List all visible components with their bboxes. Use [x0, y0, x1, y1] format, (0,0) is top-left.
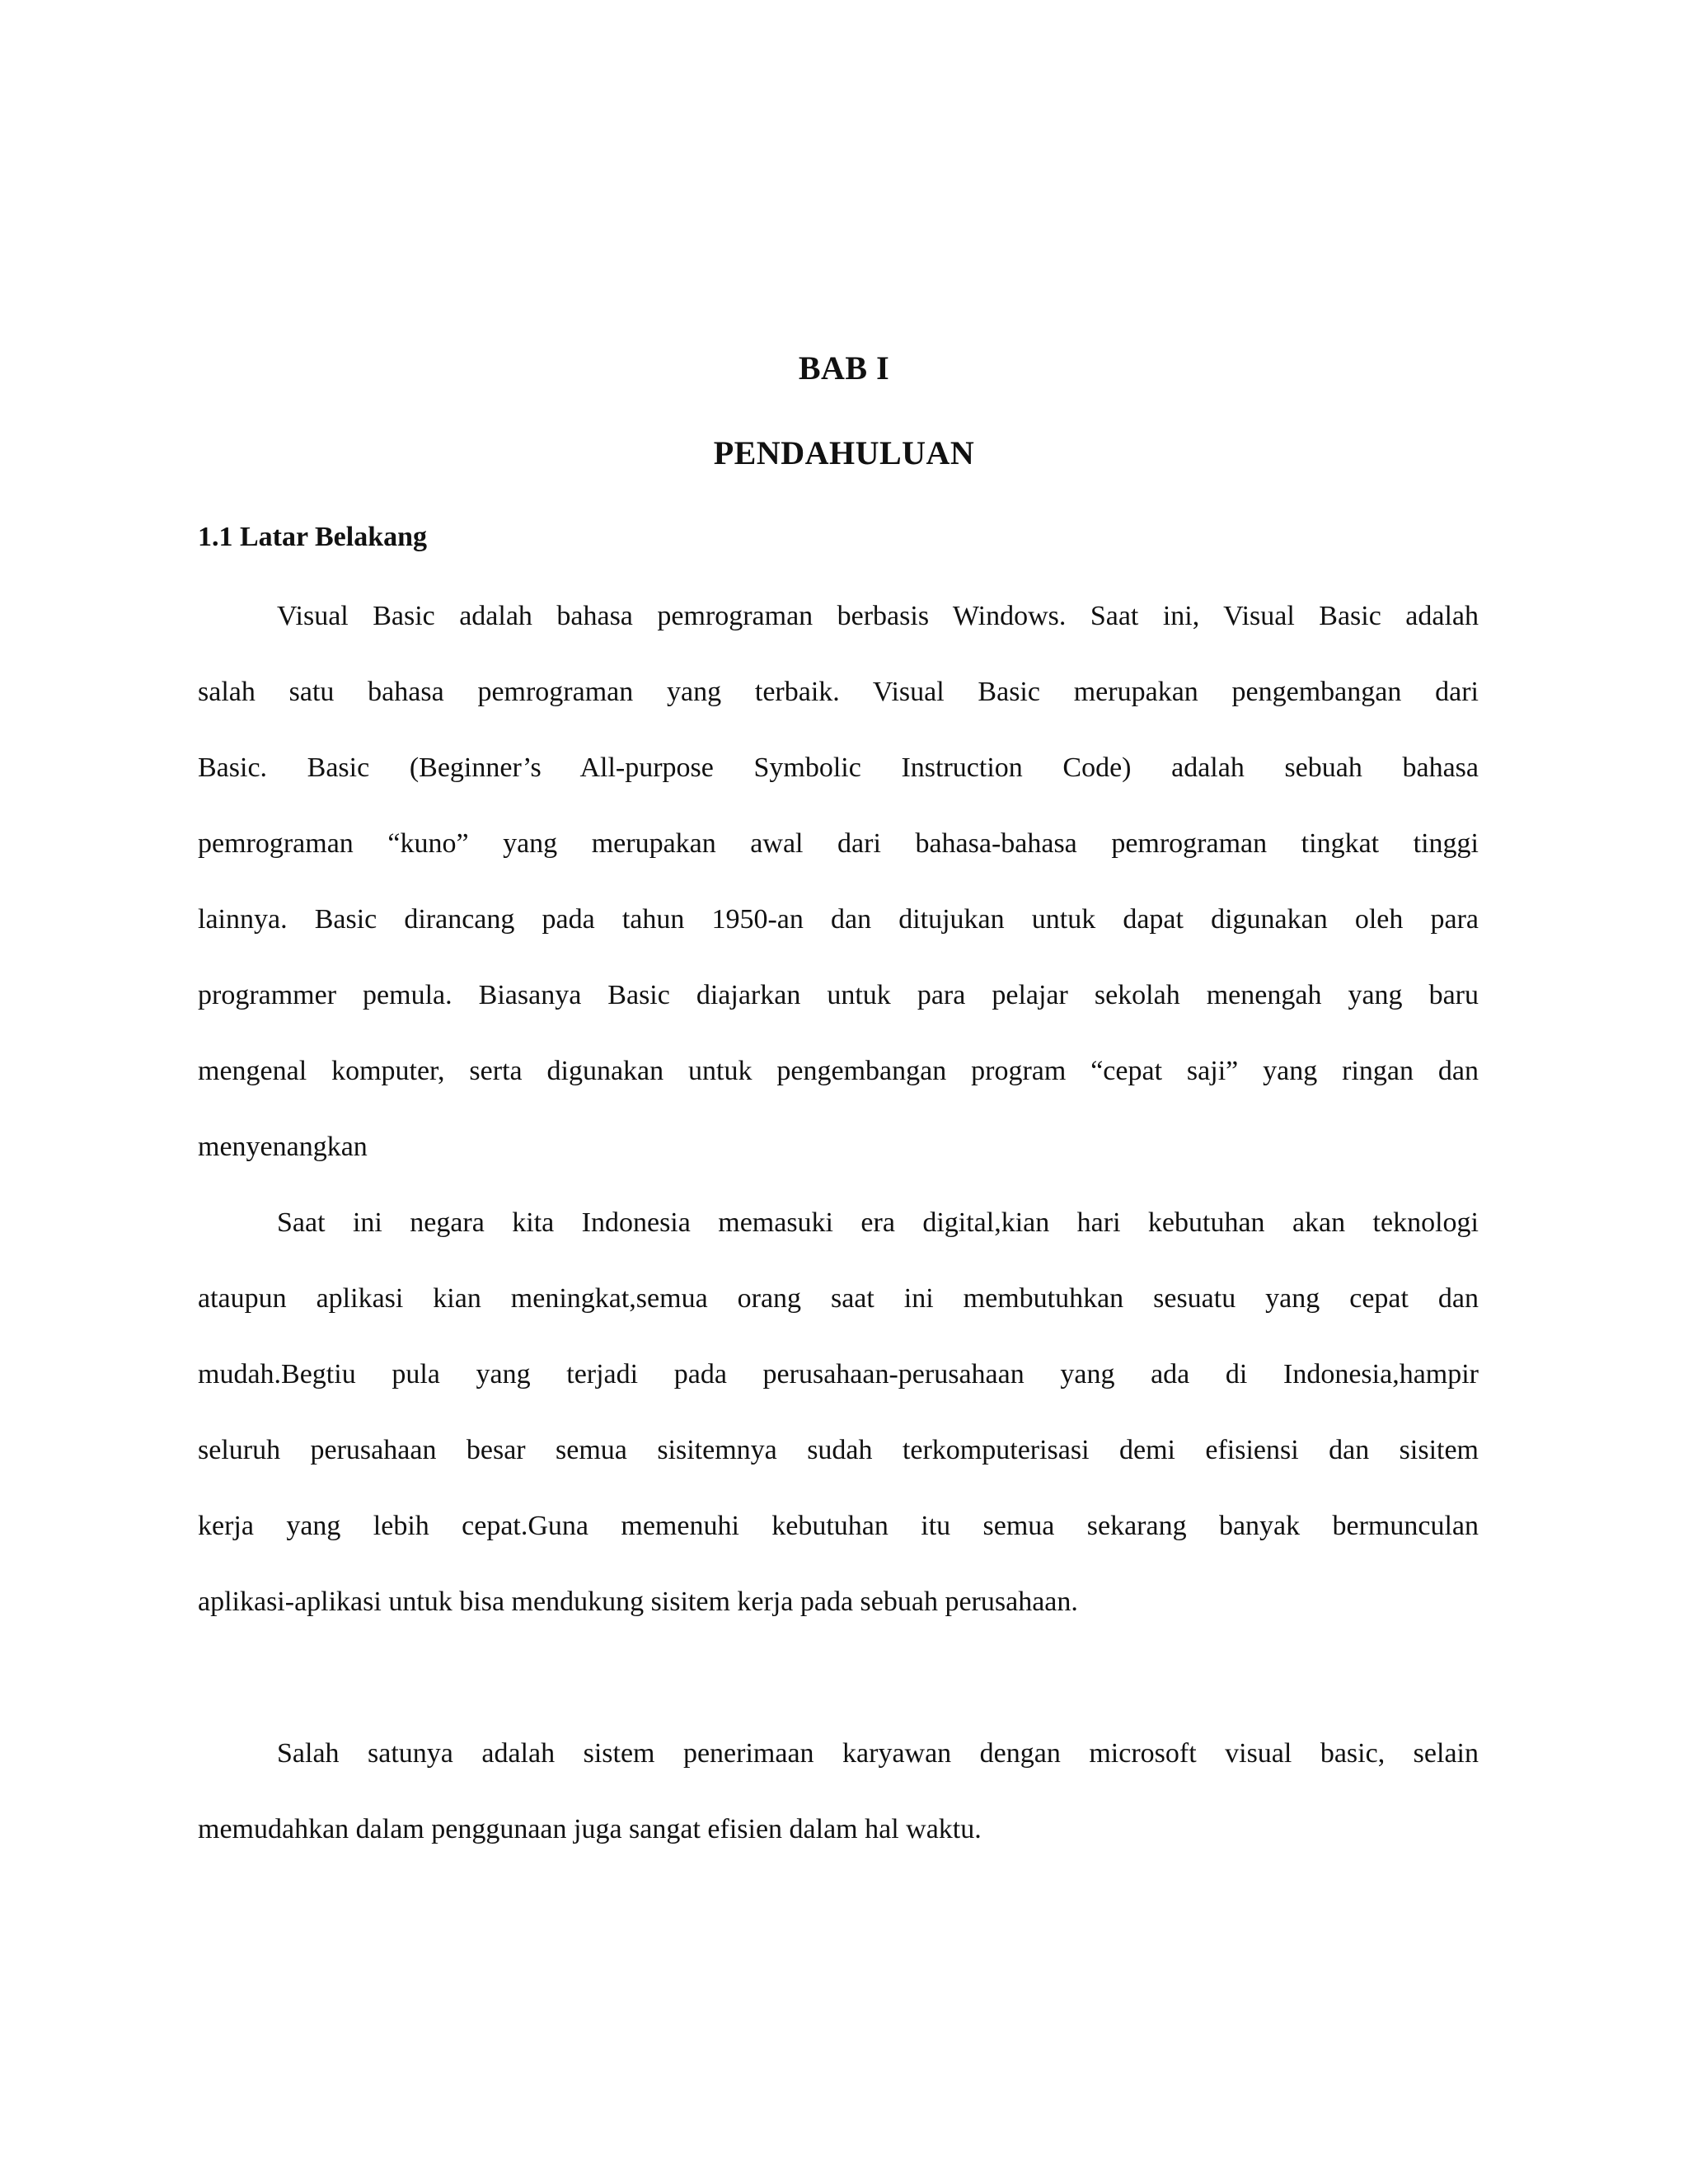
paragraph-line: Saat ini negara kita Indonesia memasuki era digital,kian hari kebutuhan akan teknologi [277, 1207, 1479, 1238]
paragraph-line: seluruh perusahaan besar semua sisitemnya sudah terkomputerisasi demi efisiensi dan sisitem [198, 1435, 1479, 1465]
chapter-title: PENDAHULUAN [713, 434, 975, 471]
paragraph-line: Basic. Basic (Beginner’s All-purpose Symbolic Instruction Code) adalah sebuah bahasa [198, 752, 1479, 783]
paragraph-line: memudahkan dalam penggunaan juga sangat efisien dalam hal waktu. [198, 1814, 982, 1844]
paragraph-line: salah satu bahasa pemrograman yang terbaik. Visual Basic merupakan pengembangan dari [198, 677, 1479, 707]
paragraph-line: kerja yang lebih cepat.Guna memenuhi kebutuhan itu semua sekarang banyak bermunculan [198, 1511, 1479, 1541]
paragraph-line: programmer pemula. Biasanya Basic diajarkan untuk para pelajar sekolah menengah yang baru [198, 980, 1479, 1010]
paragraph-line: mengenal komputer, serta digunakan untuk pengembangan program “cepat saji” yang ringan dan [198, 1056, 1479, 1086]
paragraph-line: mudah.Begtiu pula yang terjadi pada perusahaan-perusahaan yang ada di Indonesia,hampir [198, 1359, 1479, 1390]
paragraph-line: Visual Basic adalah bahasa pemrograman berbasis Windows. Saat ini, Visual Basic adalah [277, 601, 1479, 631]
chapter-number: BAB I [798, 349, 890, 387]
paragraph-line: menyenangkan [198, 1132, 368, 1162]
paragraph-line: Salah satunya adalah sistem penerimaan karyawan dengan microsoft visual basic, selain [277, 1738, 1479, 1769]
paragraph-line: ataupun aplikasi kian meningkat,semua orang saat ini membutuhkan sesuatu yang cepat dan [198, 1283, 1479, 1314]
paragraph-line: lainnya. Basic dirancang pada tahun 1950-an dan ditujukan untuk dapat digunakan oleh para [198, 904, 1479, 935]
paragraph-line: pemrograman “kuno” yang merupakan awal dari bahasa-bahasa pemrograman tingkat tinggi [198, 828, 1479, 859]
section-heading: 1.1 Latar Belakang [198, 522, 428, 552]
paragraph-line: aplikasi-aplikasi untuk bisa mendukung sisitem kerja pada sebuah perusahaan. [198, 1586, 1078, 1617]
